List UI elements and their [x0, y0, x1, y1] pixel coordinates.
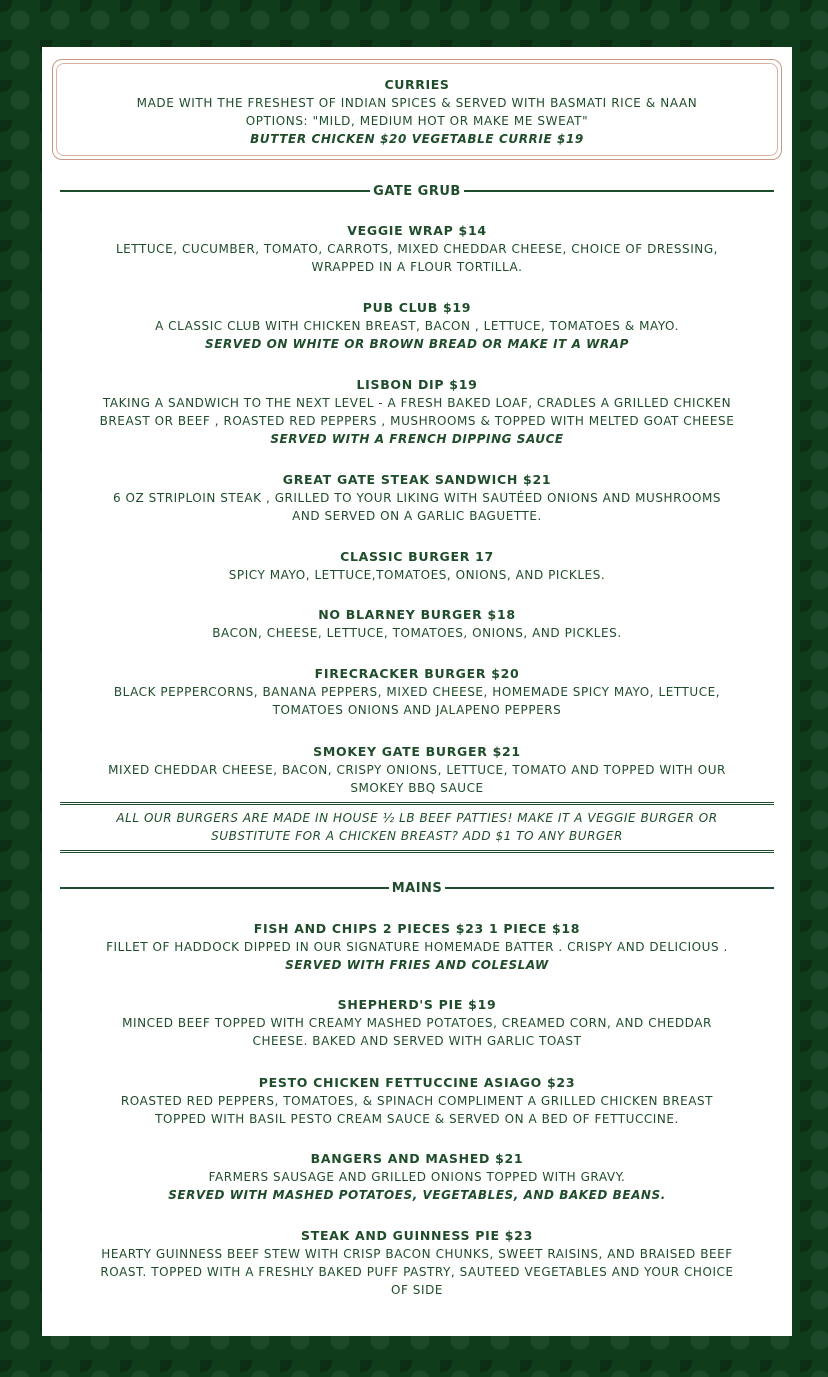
item-note: SERVED ON WHITE OR BROWN BREAD OR MAKE IT A WRAP	[205, 337, 629, 351]
item-desc: FARMERS SAUSAGE AND GRILLED ONIONS TOPPED WITH GRAVY.	[208, 1170, 626, 1184]
item-name: STEAK AND GUINNESS PIE $23	[301, 1228, 533, 1243]
item-desc: ROAST. TOPPED WITH A FRESHLY BAKED PUFF PASTRY, SAUTEED VEGETABLES AND YOUR CHOICE	[100, 1265, 734, 1279]
curries-options: OPTIONS: "MILD, MEDIUM HOT OR MAKE ME SWEAT"	[245, 114, 589, 128]
menu-item-firecracker-burger	[52, 665, 782, 719]
burger-note-line: ALL OUR BURGERS ARE MADE IN HOUSE ½ LB BEEF PATTIES! MAKE IT A VEGGIE BURGER OR	[116, 811, 718, 825]
item-desc: BACON, CHEESE, LETTUCE, TOMATOES, ONIONS, AND PICKLES.	[212, 626, 622, 640]
heading-rule-left	[60, 887, 389, 889]
item-name: CLASSIC BURGER 17	[340, 549, 494, 564]
item-name: SHEPHERD'S PIE $19	[337, 997, 497, 1012]
menu-page	[42, 47, 792, 1336]
item-desc: WRAPPED IN A FLOUR TORTILLA.	[311, 260, 523, 274]
item-note: SERVED WITH A FRENCH DIPPING SAUCE	[270, 432, 564, 446]
gate-grub-heading	[60, 183, 774, 199]
item-desc: AND SERVED ON A GARLIC BAGUETTE.	[292, 509, 542, 523]
mains-heading-label: MAINS	[391, 880, 443, 896]
item-desc: LETTUCE, CUCUMBER, TOMATO, CARROTS, MIXED CHEDDAR CHEESE, CHOICE OF DRESSING,	[115, 242, 719, 256]
menu-item-steak-and-guinness-pie	[52, 1227, 782, 1299]
item-name: PESTO CHICKEN FETTUCCINE ASIAGO $23	[258, 1075, 576, 1090]
menu-item-no-blarney-burger	[52, 606, 782, 642]
item-desc: TAKING A SANDWICH TO THE NEXT LEVEL - A FRESH BAKED LOAF, CRADLES A GRILLED CHICKEN	[102, 396, 732, 410]
item-name: BANGERS AND MASHED $21	[310, 1151, 524, 1166]
heading-rule-right	[464, 190, 774, 192]
item-desc: OF SIDE	[391, 1283, 443, 1297]
menu-item-lisbon-dip	[52, 376, 782, 448]
item-desc: SPICY MAYO, LETTUCE,TOMATOES, ONIONS, AND PICKLES.	[228, 568, 606, 582]
curries-box	[52, 59, 782, 160]
item-desc: CHEESE. BAKED AND SERVED WITH GARLIC TOAST	[252, 1034, 582, 1048]
item-name: FISH AND CHIPS 2 PIECES $23 1 PIECE $18	[253, 921, 581, 936]
menu-item-pesto-chicken-fettuccine	[52, 1074, 782, 1128]
menu-item-veggie-wrap	[52, 222, 782, 276]
item-desc: TOPPED WITH BASIL PESTO CREAM SAUCE & SERVED ON A BED OF FETTUCCINE.	[155, 1112, 679, 1126]
menu-item-classic-burger	[52, 548, 782, 584]
item-desc: ROASTED RED PEPPERS, TOMATOES, & SPINACH COMPLIMENT A GRILLED CHICKEN BREAST	[120, 1094, 714, 1108]
curries-prices: BUTTER CHICKEN $20 VEGETABLE CURRIE $19	[250, 132, 584, 146]
item-desc: FILLET OF HADDOCK DIPPED IN OUR SIGNATURE HOMEMADE BATTER . CRISPY AND DELICIOUS .	[106, 940, 728, 954]
item-note: SERVED WITH FRIES AND COLESLAW	[285, 958, 549, 972]
item-name: LISBON DIP $19	[356, 377, 478, 392]
item-note: SERVED WITH MASHED POTATOES, VEGETABLES, AND BAKED BEANS.	[168, 1188, 666, 1202]
item-desc: MINCED BEEF TOPPED WITH CREAMY MASHED POTATOES, CREAMED CORN, AND CHEDDAR	[122, 1016, 712, 1030]
item-name: SMOKEY GATE BURGER $21	[313, 744, 521, 759]
heading-rule-left	[60, 190, 370, 192]
mains-heading	[60, 880, 774, 896]
item-desc: 6 OZ STRIPLOIN STEAK , GRILLED TO YOUR LIKING WITH SAUTÉED ONIONS AND MUSHROOMS	[112, 491, 722, 505]
item-desc: A CLASSIC CLUB WITH CHICKEN BREAST, BACON , LETTUCE, TOMATOES & MAYO.	[155, 319, 679, 333]
item-desc: HEARTY GUINNESS BEEF STEW WITH CRISP BACON CHUNKS, SWEET RAISINS, AND BRAISED BEEF	[101, 1247, 733, 1261]
item-desc: SMOKEY BBQ SAUCE	[350, 781, 484, 795]
menu-item-pub-club	[52, 299, 782, 353]
burger-note-line: SUBSTITUTE FOR A CHICKEN BREAST? ADD $1 TO ANY BURGER	[211, 829, 623, 843]
item-desc: MIXED CHEDDAR CHEESE, BACON, CRISPY ONIONS, LETTUCE, TOMATO AND TOPPED WITH OUR	[108, 763, 726, 777]
item-name: PUB CLUB $19	[362, 300, 472, 315]
item-name: FIRECRACKER BURGER $20	[314, 666, 520, 681]
heading-rule-right	[445, 887, 774, 889]
curries-description: MADE WITH THE FRESHEST OF INDIAN SPICES & SERVED WITH BASMATI RICE & NAAN	[136, 96, 698, 110]
menu-item-shepherds-pie	[52, 996, 782, 1050]
menu-item-fish-and-chips	[52, 920, 782, 974]
item-name: VEGGIE WRAP $14	[347, 223, 487, 238]
menu-item-smokey-gate-burger	[52, 743, 782, 797]
menu-item-bangers-and-mashed	[52, 1150, 782, 1204]
curries-title: CURRIES	[384, 77, 450, 92]
menu-item-great-gate-steak-sandwich	[52, 471, 782, 525]
gate-grub-heading-label: GATE GRUB	[373, 183, 461, 199]
item-name: GREAT GATE STEAK SANDWICH $21	[282, 472, 552, 487]
item-desc: TOMATOES ONIONS AND JALAPENO PEPPERS	[272, 703, 562, 717]
burger-note	[60, 802, 774, 853]
item-desc: BLACK PEPPERCORNS, BANANA PEPPERS, MIXED CHEESE, HOMEMADE SPICY MAYO, LETTUCE,	[113, 685, 721, 699]
item-name: NO BLARNEY BURGER $18	[318, 607, 516, 622]
item-desc: BREAST OR BEEF , ROASTED RED PEPPERS , MUSHROOMS & TOPPED WITH MELTED GOAT CHEESE	[99, 414, 735, 428]
